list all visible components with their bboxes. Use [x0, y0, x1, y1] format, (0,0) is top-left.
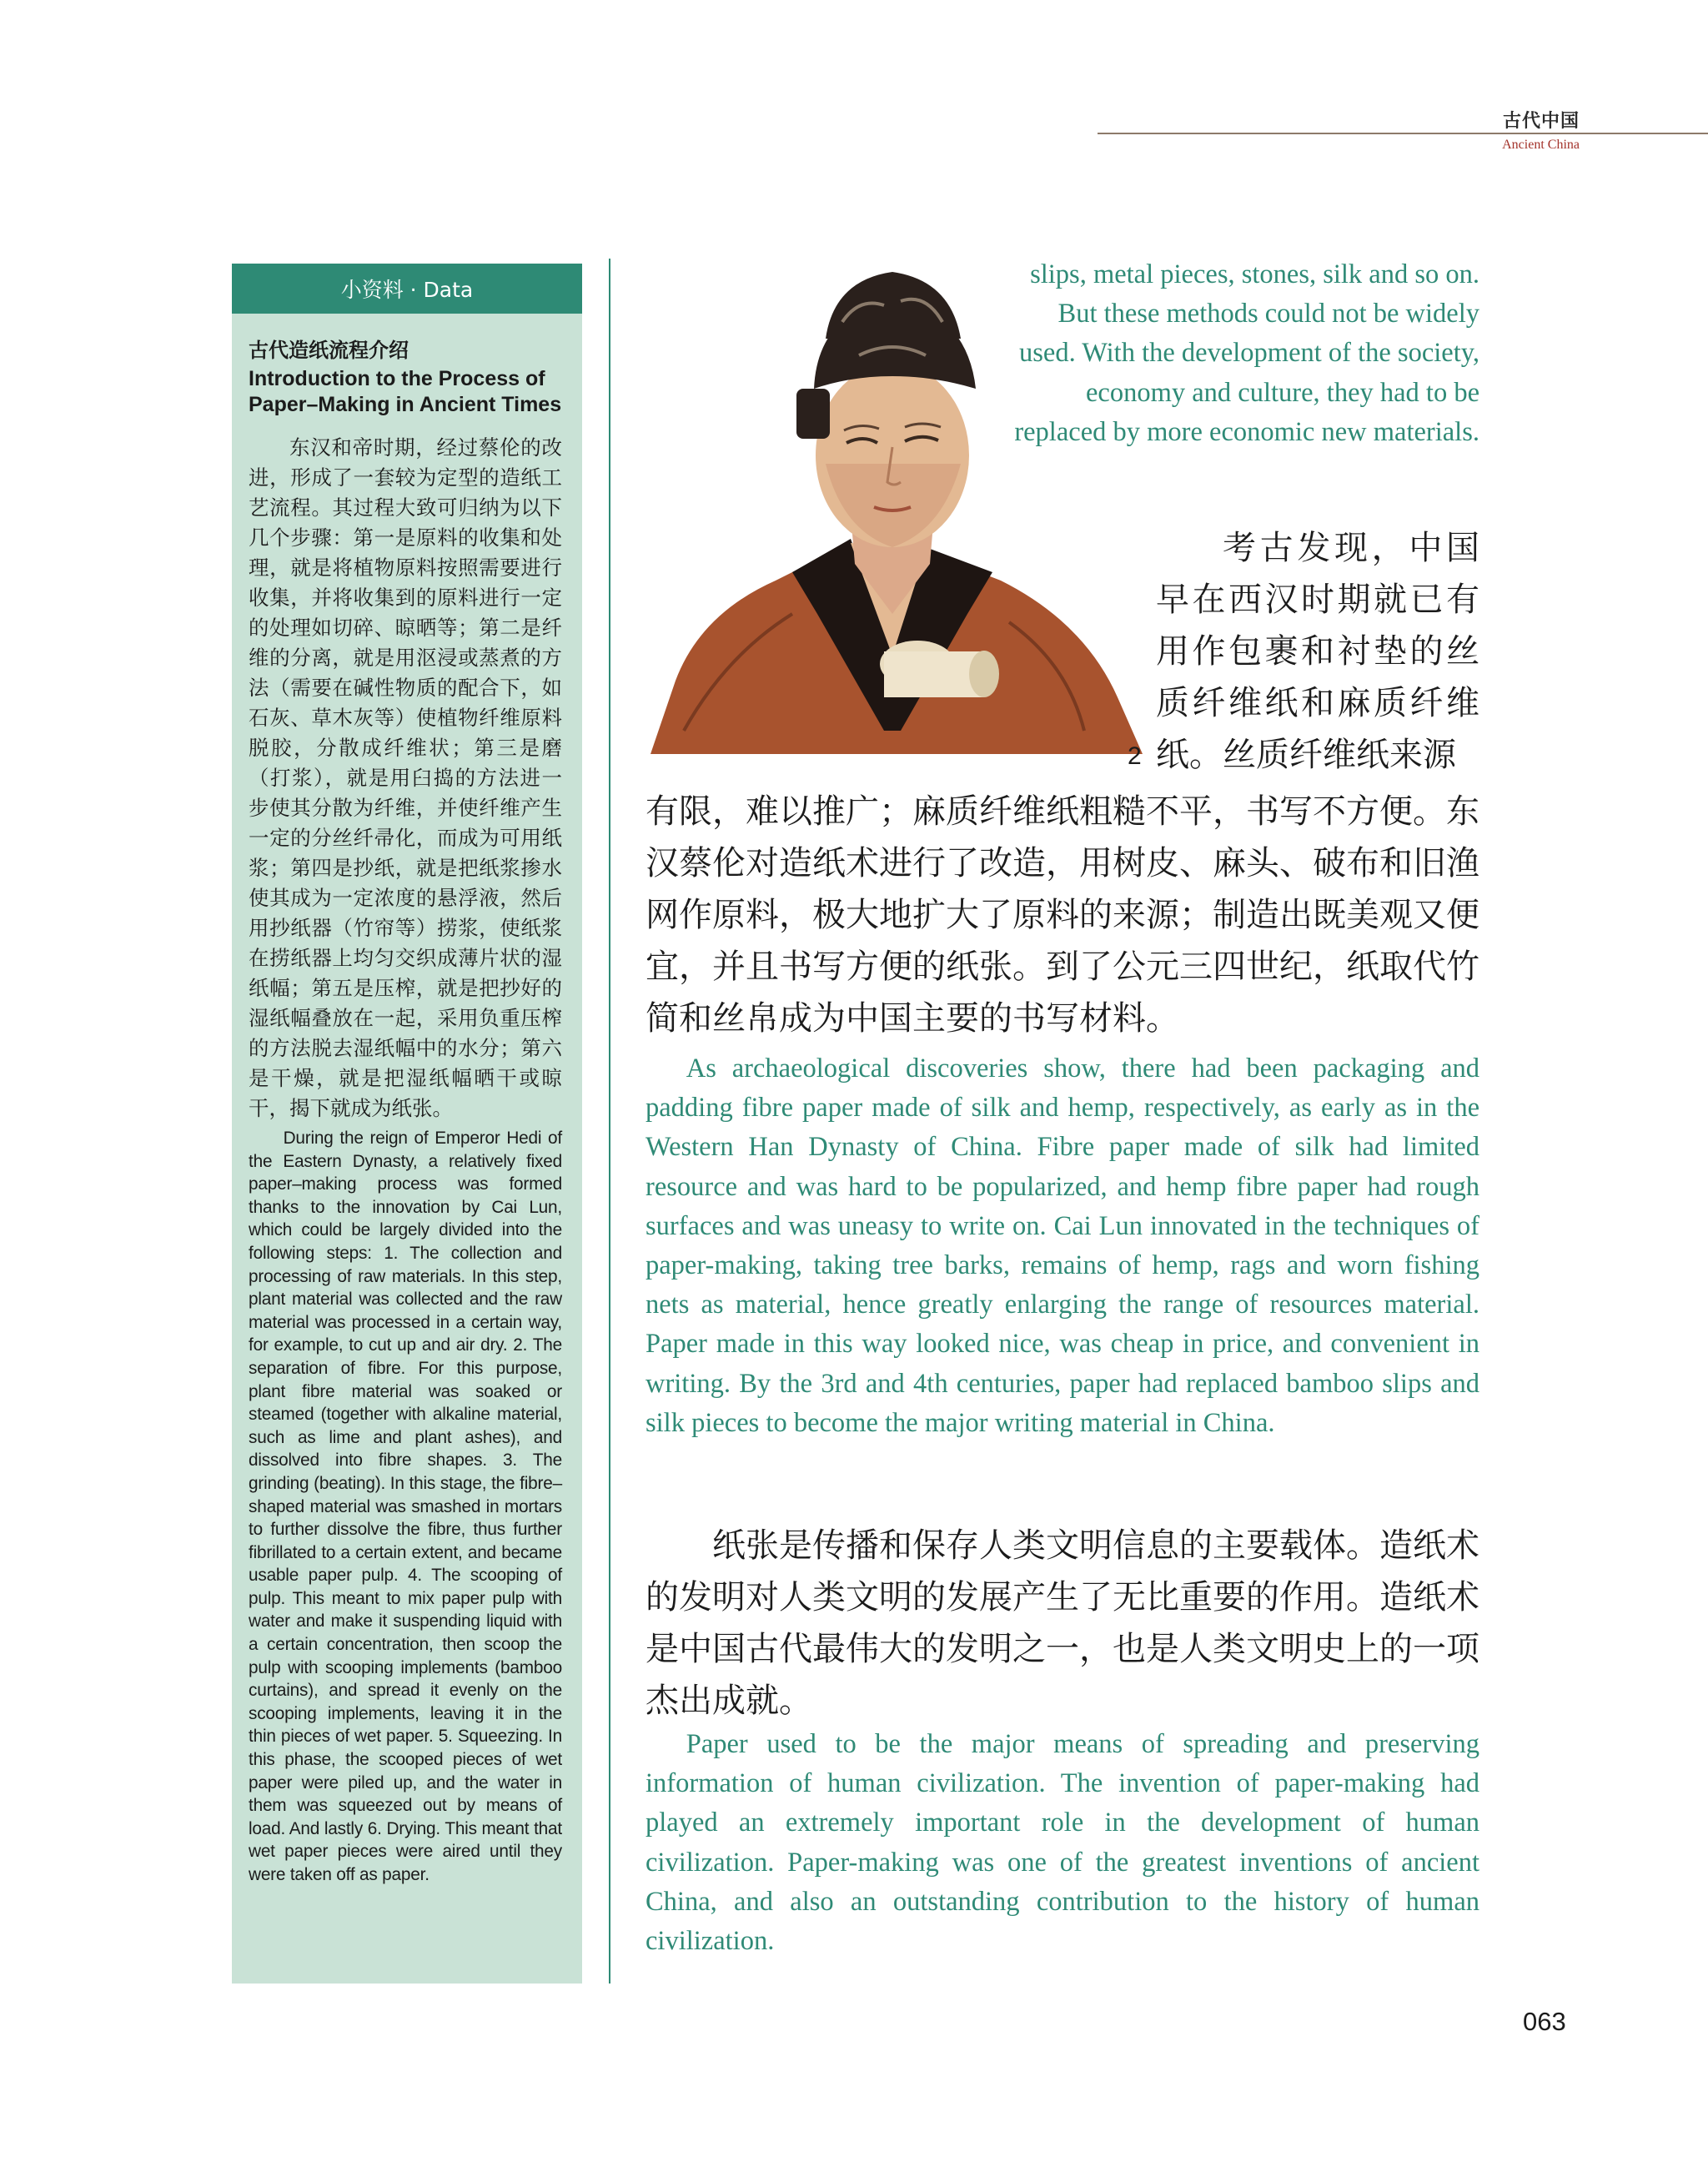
header-rule [1098, 133, 1708, 134]
running-header [1098, 107, 1708, 157]
page-number: 063 [1523, 2007, 1566, 2036]
wrapped-chinese-paragraph [1156, 522, 1479, 781]
chinese-paragraph-1: 有限，难以推广；麻质纤维纸粗糙不平，书写不方便。东汉蔡伦对造纸术进行了改造，用树皮、麻头、破布和旧渔网作原料，极大地扩大了原料的来源；制造出既美观又便宜，并且书写方便的纸张。到了公元三四世纪，纸取代竹简和丝帛成为中国主要的书写材料。 [646, 792, 1479, 1038]
sidebar-body-zh: 东汉和帝时期，经过蔡伦的改进，形成了一套较为定型的造纸工艺流程。其过程大致可归纳为以下几个步骤：第一是原料的收集和处理，就是将植物原料按照需要进行收集，并将收集到的原料进行一定的处理如切碎、晾晒等；第二是纤维的分离，就是用沤浸或蒸煮的方法（需要在碱性物质的配合下，如石灰、草木灰等）使植物纤维原料脱胶，分散成纤维状；第三是磨（打浆），就是用臼捣的方法进一步使其分散为纤维，并使纤维产生一定的分丝纤帚化，而成为可用纸浆；第四是抄纸，就是把纸浆掺水使其成为一定浓度的悬浮液，然后用抄纸器（竹帘等）捞浆，使纸浆在捞纸器上均匀交织成薄片状的湿纸幅；第五是压榨，就是把抄好的湿纸幅叠放在一起，采用负重压榨的方法脱去湿纸幅中的水分；第六是干燥，就是把湿纸幅晒干或晾干，揭下就成为纸张。 [249, 435, 562, 1120]
sidebar-title-zh: 古代造纸流程介绍 [249, 339, 409, 362]
sidebar-label: 小资料 · Data [232, 264, 582, 314]
column-divider [609, 259, 610, 1984]
english-paragraph-1: As archaeological discoveries show, there had been packaging and padding fibre paper made of silk and hemp, respectively, as early as in the Western Han Dynasty of China. Fibre paper made of silk had limited resource and was hard to be popularized, and hemp fibre paper had rough surfaces and was uneasy to write on. Cai Lun innovated in the techniques of paper-making, taking tree barks, remains of hemp, rags and worn fishing nets as material, hence greatly enlarging the range of resources material. Paper made in this way looked nice, was cheap in price, and convenient in writing. By the 3rd and 4th centuries, paper had replaced bamboo slips and silk pieces to become the major writing material in China. [646, 1053, 1479, 1438]
sidebar-title-en: Introduction to the Process of Paper–Making in Ancient Times [249, 367, 562, 416]
data-sidebar [232, 264, 582, 1984]
wrapped-chinese-text: 考古发现，中国早在西汉时期就已有用作包裹和衬垫的丝质纤维纸和麻质纤维纸。丝质纤维纸来源 [1156, 529, 1479, 774]
chinese-paragraph-2: 纸张是传播和保存人类文明信息的主要载体。造纸术的发明对人类文明的发展产生了无比重要的作用。造纸术是中国古代最伟大的发明之一，也是人类文明史上的一项杰出成就。 [646, 1526, 1479, 1720]
english-paragraph-2: Paper used to be the major means of spreading and preserving information of human civilization. The invention of paper-making had played an extremely important role in the development of human civilization. Paper-making was one of the greatest inventions of ancient China, and also an outstanding contribution to the history of human civilization. [646, 1729, 1479, 1957]
header-title-en: Ancient China [1502, 138, 1580, 152]
continued-english-paragraph: slips, metal pieces, stones, silk and so on. But these methods could not be widely used. With the development of the society, economy and culture, they had to be replaced by more economic new materials. [1014, 259, 1479, 447]
sidebar-body-en: During the reign of Emperor Hedi of the Eastern Dynasty, a relatively fixed paper–making process was formed thanks to the innovation by Cai Lun, which could be largely divided into the following steps: 1. The collection and processing of raw materials. In this step, plant material was collected and the raw material was processed in a certain way, for example, to cut up and air dry. 2. The separation of fibre. For this purpose, plant fibre material was soaked or steamed (together with alkaline material, such as lime and plant ashes), and dissolved into fibre shapes. 3. The grinding (beating). In this stage, the fibre–shaped material was smashed in mortars to further dissolve the fibre, thus further fibrillated to a certain extent, and became usable paper pulp. 4. The scooping of pulp. This meant to mix paper pulp with water and make it suspending liquid with a certain concentration, then scoop the pulp with scooping implements (bamboo curtains), and spread it evenly on the scooping implements, leaving it in the thin pieces of wet paper. 5. Squeezing. In this phase, the scooped pieces of wet paper were piled up, and the water in them was squeezed out by means of load. And lastly 6. Drying. This meant that wet paper pieces were aired until they were taken off as paper. [249, 1129, 562, 1884]
header-title-zh: 古代中国 [1502, 110, 1580, 132]
figure-number: 2 [1128, 742, 1142, 770]
